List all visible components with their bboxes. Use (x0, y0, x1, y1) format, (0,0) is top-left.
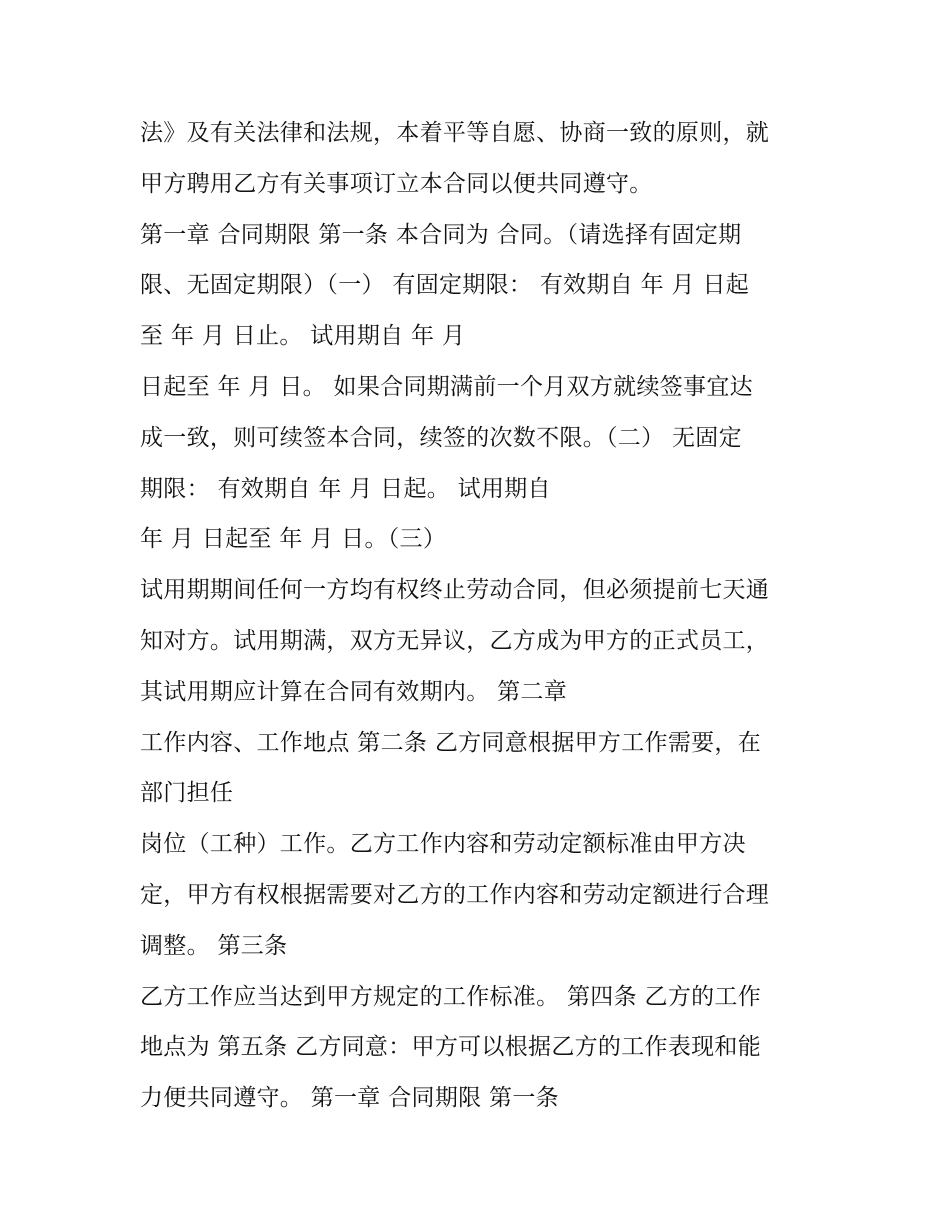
text-line: 期限： 有效期自 年 月 日起。 试用期自 (140, 475, 551, 502)
text-line: 知对方。试用期满，双方无异议，乙方成为甲方的正式员工， (140, 627, 770, 654)
text-line: 其试用期应计算在合同有效期内。 第二章 (140, 678, 568, 705)
text-line: 限、无固定期限）（一） 有固定期限： 有效期自 年 月 日起 (140, 272, 750, 299)
text-line: 力便共同遵守。 第一章 合同期限 第一条 (140, 1085, 559, 1112)
text-line: 第一章 合同期限 第一条 本合同为 合同。（请选择有固定期 (140, 221, 742, 248)
text-line: 乙方工作应当达到甲方规定的工作标准。 第四条 乙方的工作 (140, 983, 762, 1010)
text-line: 试用期期间任何一方均有权终止劳动合同，但必须提前七天通 (140, 577, 770, 604)
text-line: 定，甲方有权根据需要对乙方的工作内容和劳动定额进行合理 (140, 881, 770, 908)
text-line: 至 年 月 日止。 试用期自 年 月 (140, 323, 466, 350)
text-line: 部门担任 (140, 780, 234, 807)
contract-text (140, 108, 830, 1124)
text-line: 甲方聘用乙方有关事项订立本合同以便共同遵守。 (140, 170, 653, 197)
text-line: 年 月 日起至 年 月 日。（三） (140, 526, 447, 553)
text-line: 日起至 年 月 日。 如果合同期满前一个月双方就续签事宜达 (140, 373, 753, 400)
text-line: 法》及有关法律和法规，本着平等自愿、协商一致的原则，就 (140, 120, 770, 146)
text-line: 工作内容、工作地点 第二条 乙方同意根据甲方工作需要，在 (140, 729, 762, 756)
text-line: 岗位（工种）工作。乙方工作内容和劳动定额标准由甲方决 (140, 831, 746, 858)
text-line: 成一致，则可续签本合同，续签的次数不限。（二） 无固定 (140, 424, 742, 451)
text-line: 地点为 第五条 乙方同意：甲方可以根据乙方的工作表现和能 (140, 1034, 762, 1061)
text-line: 调整。 第三条 (140, 932, 288, 959)
